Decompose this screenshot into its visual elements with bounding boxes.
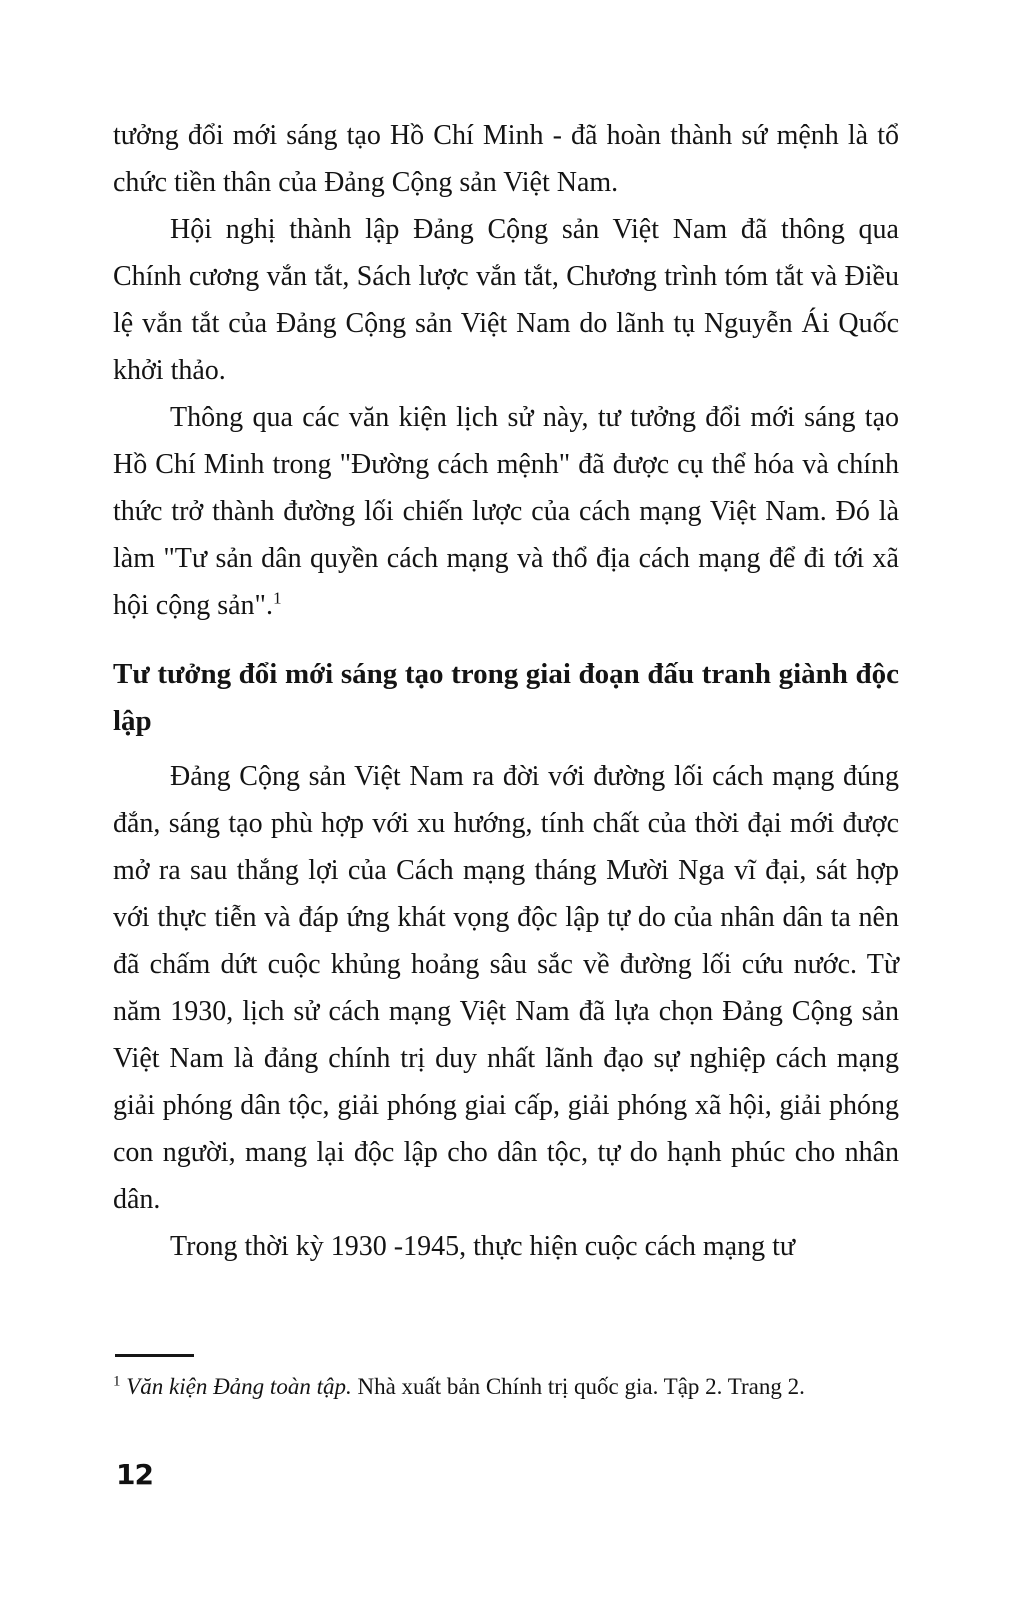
paragraph [113, 1223, 899, 1270]
paragraph-text: Hội nghị thành lập Đảng Cộng sản Việt Nam đã thông qua Chính cương vắn tắt, Sách lược vắn tắt, Chương trình tóm tắt và Điều lệ vắn tắt của Đảng Cộng sản Việt Nam do lãnh tụ Nguyễn Ái Quốc khởi thảo. [113, 214, 899, 386]
footnote-marker: 1 [113, 1373, 121, 1390]
footnote-source-detail: Nhà xuất bản Chính trị quốc gia. Tập 2. Trang 2. [357, 1374, 805, 1399]
footnote-area [113, 1354, 899, 1402]
paragraph [113, 753, 899, 1223]
paragraph [113, 206, 899, 394]
paragraph-text: Đảng Cộng sản Việt Nam ra đời với đường lối cách mạng đúng đắn, sáng tạo phù hợp với xu hướng, tính chất của thời đại mới được mở ra sau thắng lợi của Cách mạng tháng Mười Nga vĩ đại, sát hợp với thực tiễn và đáp ứng khát vọng độc lập tự do của nhân dân ta nên đã chấm dứt cuộc khủng hoảng sâu sắc về đường lối cứu nước. Từ năm 1930, lịch sử cách mạng Việt Nam đã lựa chọn Đảng Cộng sản Việt Nam là đảng chính trị duy nhất lãnh đạo sự nghiệp cách mạng giải phóng dân tộc, giải phóng giai cấp, giải phóng xã hội, giải phóng con người, mang lại độc lập cho dân tộc, tự do hạnh phúc cho nhân dân. [113, 761, 899, 1215]
paragraph-text: Trong thời kỳ 1930 -1945, thực hiện cuộc cách mạng tư [170, 1231, 796, 1262]
footnote-source-title: Văn kiện Đảng toàn tập. [126, 1374, 352, 1399]
paragraph-text: Thông qua các văn kiện lịch sử này, tư tưởng đổi mới sáng tạo Hồ Chí Minh trong "Đường cách mệnh" đã được cụ thể hóa và chính thức trở thành đường lối chiến lược của cách mạng Việt Nam. Đó là làm "Tư sản dân quyền cách mạng và thổ địa cách mạng để đi tới xã hội cộng sản". [113, 402, 899, 621]
paragraph-text: tưởng đổi mới sáng tạo Hồ Chí Minh - đã hoàn thành sứ mệnh là tổ chức tiền thân của Đảng Cộng sản Việt Nam. [113, 120, 899, 198]
footnote-divider-rule [115, 1354, 194, 1357]
paragraph [113, 394, 899, 629]
section-heading: Tư tưởng đổi mới sáng tạo trong giai đoạn đấu tranh giành độc lập [113, 658, 899, 737]
paragraph-continuation [113, 112, 899, 206]
footnote [113, 1371, 899, 1402]
body-text-block [113, 112, 899, 1270]
page-number: 12 [116, 1458, 153, 1491]
footnote-reference-marker: 1 [272, 588, 282, 608]
